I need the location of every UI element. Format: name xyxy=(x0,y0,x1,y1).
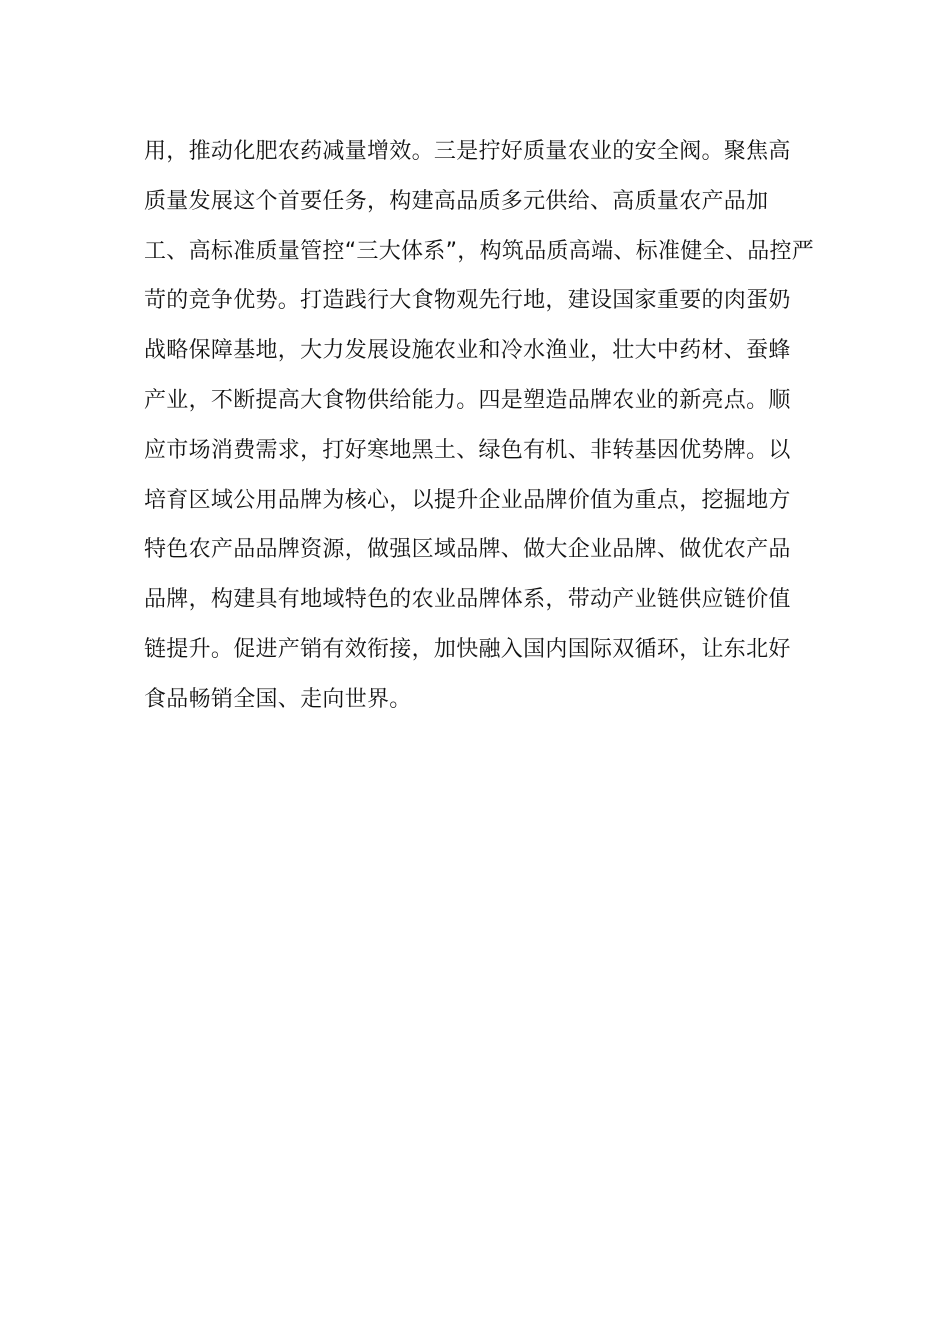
text-line: 应市场消费需求，打好寒地黑土、绿色有机、非转基因优势牌。以 xyxy=(144,437,791,463)
text-line: 特色农产品品牌资源，做强区域品牌、做大企业品牌、做优农产品 xyxy=(144,537,791,563)
text-line: 产业，不断提高大食物供给能力。四是塑造品牌农业的新亮点。顺 xyxy=(144,387,791,413)
text-line: 苛的竞争优势。打造践行大食物观先行地，建设国家重要的肉蛋奶 xyxy=(144,288,791,314)
text-line: 链提升。促进产销有效衔接，加快融入国内国际双循环，让东北好 xyxy=(144,636,791,662)
text-line: 食品畅销全国、走向世界。 xyxy=(144,686,412,712)
text-line: 质量发展这个首要任务，构建高品质多元供给、高质量农产品加 xyxy=(144,188,769,214)
text-line: 战略保障基地，大力发展设施农业和冷水渔业，壮大中药材、蚕蜂 xyxy=(144,338,791,364)
body-paragraph xyxy=(144,127,815,725)
text-line: 工、高标准质量管控“三大体系”，构筑品质高端、标准健全、品控严 xyxy=(144,238,815,264)
text-line: 培育区域公用品牌为核心，以提升企业品牌价值为重点，挖掘地方 xyxy=(144,487,791,513)
text-line: 品牌，构建具有地域特色的农业品牌体系，带动产业链供应链价值 xyxy=(144,587,791,613)
text-line: 用，推动化肥农药减量增效。三是拧好质量农业的安全阀。聚焦高 xyxy=(144,139,791,164)
